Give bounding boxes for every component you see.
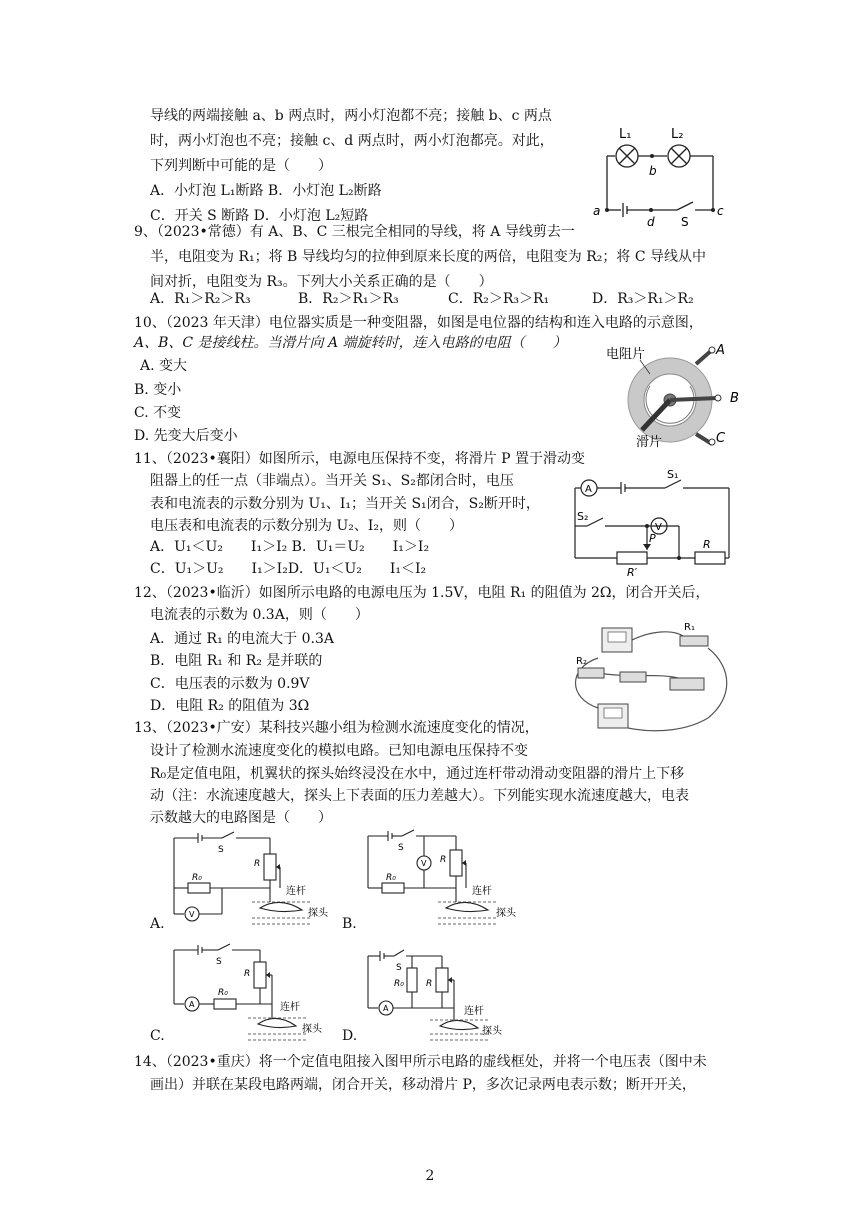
q11-label-voltmeter: V <box>655 522 662 533</box>
q8-label-d: d <box>647 215 655 226</box>
q13d-label-r: R <box>426 979 433 989</box>
q8-label-s: S <box>681 215 689 226</box>
q9-line-3: 间对折，电阻变为 R₃。下列大小关系正确的是（ ） <box>150 274 493 290</box>
q10-option-d: D. 先变大后变小 <box>134 428 238 444</box>
q13-circuit-a <box>162 826 342 934</box>
q13-circuit-d <box>356 944 536 1044</box>
q10-label-a: A <box>716 343 725 358</box>
q13c-label-r0: R₀ <box>218 988 228 998</box>
q9-option-b: B．R₂＞R₁＞R₃ <box>298 291 399 307</box>
q12-option-d: D．电阻 R₂ 的阻值为 3Ω <box>150 698 310 714</box>
q12-label-r2: R₂ <box>576 656 587 667</box>
q8-line-3: 下列判断中可能的是（ ） <box>150 158 332 174</box>
q10-option-b: B. 变小 <box>134 382 182 398</box>
q13b-label-rod: 连杆 <box>472 886 492 897</box>
q13-line-5: 示数越大的电路图是（ ） <box>150 810 332 826</box>
q13-line-4: 动（注：水流速度越大，探头上下表面的压力差越大）。下列能实现水流速度越大，电表 <box>150 788 689 804</box>
q13a-label-r0: R₀ <box>192 873 202 883</box>
q13-option-c-letter: C. <box>150 1028 165 1044</box>
q13a-label-s: S <box>218 845 224 855</box>
q8-label-b: b <box>649 164 657 178</box>
q10-label-resistor: 电阻片 <box>606 347 646 362</box>
q11-line-2: 阻器上的任一点（非端点）。当开关 S₁、S₂都闭合时，电压 <box>150 473 514 489</box>
q13-line-1: 13、（2023•广安）某科技兴趣小组为检测水流速度变化的情况， <box>134 720 539 736</box>
q13d-label-s: S <box>396 963 402 973</box>
q8-label-l1: L₁ <box>619 127 632 142</box>
q8-circuit-figure <box>585 118 735 226</box>
q13a-label-r: R <box>254 859 261 869</box>
q11-label-p: P <box>649 532 656 545</box>
q11-label-s2: S₂ <box>577 510 589 523</box>
q9-line-1: 9、（2023•常德）有 A、B、C 三根完全相同的导线，将 A 导线剪去一 <box>134 224 575 240</box>
q11-label-ammeter: A <box>585 484 592 495</box>
q13b-label-r0: R₀ <box>386 873 396 883</box>
q13b-label-v: V <box>421 859 427 868</box>
q11-label-rprime: R′ <box>627 566 638 578</box>
q13a-label-probe: 探头 <box>308 908 328 919</box>
q8-option-cd: C．开关 S 断路 D．小灯泡 L₂短路 <box>150 208 369 224</box>
page-number: 2 <box>425 1168 435 1184</box>
q10-label-slider: 滑片 <box>636 435 663 448</box>
q13c-label-rod: 连杆 <box>280 1002 300 1013</box>
q10-label-c: C <box>716 431 726 446</box>
q13d-label-r0: R₀ <box>394 979 404 989</box>
q9-line-2: 半，电阻变为 R₁；将 B 导线均匀的拉伸到原来长度的两倍，电阻变为 R₂；将 C 导线从中 <box>150 249 707 265</box>
q13c-label-a: A <box>189 1000 195 1009</box>
q13-circuit-c <box>162 936 342 1044</box>
q13d-label-probe: 探头 <box>482 1026 502 1037</box>
q13c-label-s: S <box>216 957 222 967</box>
q10-option-a: A. 变大 <box>140 358 188 374</box>
q10-line-2: A、B、C 是接线柱。当滑片向 A 端旋转时，连入电路的电阻（ ） <box>134 335 567 351</box>
q8-line-2: 时，两小灯泡也不亮；接触 c、d 两点时，两小灯泡都亮。对此， <box>150 133 554 149</box>
q11-option-ab: A．U₁＜U₂ I₁＞I₂ B．U₁＝U₂ I₁＞I₂ <box>150 539 430 555</box>
q13d-label-rod: 连杆 <box>464 1006 484 1017</box>
q12-option-b: B．电阻 R₁ 和 R₂ 是并联的 <box>150 653 323 669</box>
q12-option-c: C．电压表的示数为 0.9V <box>150 676 310 692</box>
q13a-label-v: V <box>189 910 195 919</box>
q11-line-1: 11、（2023•襄阳）如图所示，电源电压保持不变，将滑片 P 置于滑动变 <box>134 451 586 467</box>
q11-label-s1: S₁ <box>667 468 679 481</box>
q8-line-1: 导线的两端接触 a、b 两点时，两小灯泡都不亮；接触 b、c 两点 <box>150 108 552 124</box>
q13-circuit-b <box>356 826 536 934</box>
q13a-label-rod: 连杆 <box>286 886 306 897</box>
q11-option-cd: C．U₁＞U₂ I₁＞I₂D．U₁＜U₂ I₁＜I₂ <box>150 561 427 577</box>
q13c-label-r: R <box>244 969 251 979</box>
q10-label-b: B <box>730 391 739 406</box>
q12-label-r1: R₁ <box>684 622 695 633</box>
q11-line-3: 表和电流表的示数分别为 U₁、I₁；当开关 S₁闭合，S₂断开时， <box>150 496 540 512</box>
q13d-label-a: A <box>383 1004 389 1013</box>
q8-option-ab: A．小灯泡 L₁断路 B．小灯泡 L₂断路 <box>150 183 382 199</box>
q10-option-c: C. 不变 <box>134 405 182 421</box>
q13-line-2: 设计了检测水流速度变化的模拟电路。已知电源电压保持不变 <box>150 743 528 759</box>
q8-label-a: a <box>593 204 601 218</box>
q12-line-1: 12、（2023•临沂）如图所示电路的电源电压为 1.5V，电阻 R₁ 的阻值为 2Ω，闭合开关后， <box>134 585 710 601</box>
q13-option-b-letter: B. <box>342 916 357 932</box>
q11-circuit-figure <box>555 468 745 578</box>
q10-potentiometer-figure <box>600 338 750 448</box>
q12-option-a: A．通过 R₁ 的电流大于 0.3A <box>150 631 334 647</box>
q9-option-c: C．R₂＞R₃＞R₁ <box>448 291 550 307</box>
q13-line-3: R₀是定值电阻，机翼状的探头始终浸没在水中，通过连杆带动滑动变阻器的滑片上下移 <box>150 766 685 782</box>
q14-line-1: 14、（2023•重庆）将一个定值电阻接入图甲所示电路的虚线框处，并将一个电压表（图中未 <box>134 1054 707 1070</box>
q13b-label-s: S <box>398 843 404 853</box>
q13b-label-r: R <box>440 855 447 865</box>
q9-option-a: A．R₁＞R₂＞R₃ <box>150 291 251 307</box>
q8-label-c: c <box>717 204 724 218</box>
q11-label-r: R <box>703 538 711 551</box>
q11-line-4: 电压表和电流表的示数分别为 U₂、I₂，则（ ） <box>150 518 464 534</box>
q13-option-d-letter: D. <box>342 1028 358 1044</box>
q13c-label-probe: 探头 <box>302 1024 322 1035</box>
q13b-label-probe: 探头 <box>496 908 516 919</box>
q12-physical-circuit-figure <box>558 618 738 738</box>
q14-line-2: 画出）并联在某段电路两端，闭合开关，移动滑片 P，多次记录两电表示数；断开开关， <box>150 1077 696 1093</box>
q10-line-1: 10、（2023 年天津）电位器实质是一种变阻器，如图是电位器的结构和连入电路的示意图， <box>134 315 703 331</box>
q8-label-l2: L₂ <box>671 127 684 142</box>
q12-line-2: 电流表的示数为 0.3A，则（ ） <box>150 607 369 623</box>
q13-option-a-letter: A. <box>150 916 165 932</box>
q9-option-d: D．R₃＞R₁＞R₂ <box>592 291 694 307</box>
